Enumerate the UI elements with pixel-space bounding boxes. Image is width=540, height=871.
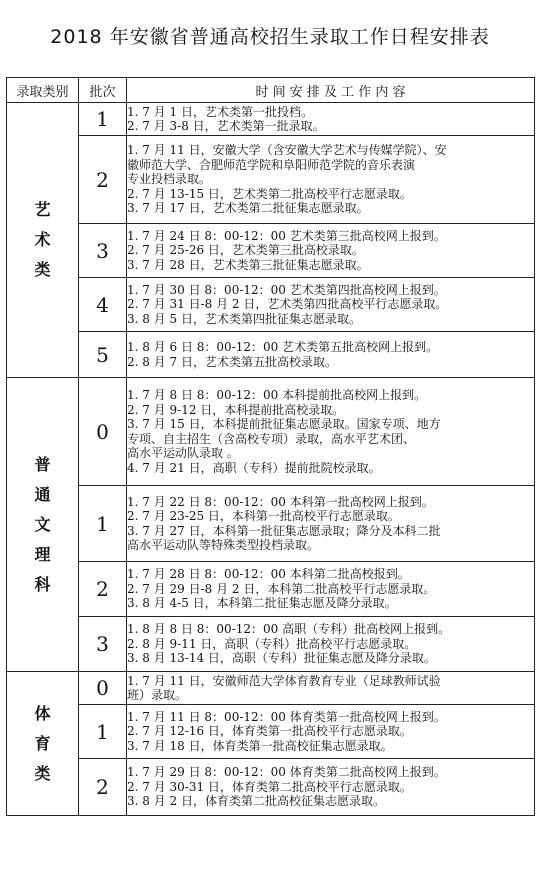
category-char: 通	[34, 484, 51, 504]
batch-cell: 0	[79, 672, 127, 705]
content-line: 1. 7 月 11 日，安徽师范大学体育教育专业（足球教师试验	[127, 673, 441, 688]
content-cell	[127, 332, 535, 378]
content-line: 3. 7 月 28 日，艺术类第三批征集志愿录取。	[127, 257, 369, 272]
category-char: 体	[34, 703, 51, 723]
content-cell	[127, 759, 535, 816]
table-row	[7, 562, 535, 617]
content-line: 3. 7 月 27 日，本科第一批征集志愿录取；降分及本科二批	[127, 523, 441, 538]
content-line: 3. 7 月 18 日，体育类第一批高校征集志愿录取。	[127, 738, 393, 753]
content-line: 1. 7 月 22 日 8：00-12：00 本科第一批高校网上报到。	[127, 494, 434, 509]
content-line: 1. 7 月 11 日 8：00-12：00 体育类第一批高校网上报到。	[127, 709, 446, 724]
table-row	[7, 278, 535, 332]
content-line: 1. 7 月 11 日，安徽大学（含安徽大学艺术与传媒学院）、安	[127, 143, 447, 158]
batch-cell: 3	[79, 224, 127, 278]
content-line: 班）录取。	[127, 688, 188, 702]
content-line: 高水平运动队录取 。	[127, 446, 239, 460]
batch-cell: 4	[79, 278, 127, 332]
batch-cell: 5	[79, 332, 127, 378]
content-line: 1. 7 月 1 日，艺术类第一批投档。	[127, 104, 313, 119]
table-header-row	[7, 78, 535, 103]
content-cell	[127, 486, 535, 562]
content-line: 3. 8 月 5 日，艺术类第四批征集志愿录取。	[127, 311, 361, 326]
content-cell	[127, 617, 535, 672]
content-line: 徽师范大学、合肥师范学院和阜阳师范学院的音乐表演	[127, 157, 416, 172]
content-line: 2. 7 月 25-26 日，艺术类第三批高校录取。	[127, 243, 364, 258]
content-line: 1. 7 月 28 日 8：00-12：00 本科第二批高校报到。	[127, 567, 410, 582]
category-cell	[7, 378, 79, 672]
header-category: 录取类别	[7, 78, 79, 103]
content-cell	[127, 705, 535, 759]
content-line: 1. 7 月 24 日 8：00-12：00 艺术类第三批高校网上报到。	[127, 228, 446, 243]
content-line: 4. 7 月 21 日，高职（专科）提前批院校录取。	[127, 460, 381, 475]
batch-cell: 2	[79, 136, 127, 224]
page-title: 2018 年安徽省普通高校招生录取工作日程安排表	[50, 26, 490, 48]
content-cell	[127, 136, 535, 224]
category-cell	[7, 103, 79, 378]
content-line: 3. 7 月 17 日，艺术类第二批征集志愿录取。	[127, 201, 369, 216]
content-line: 1. 8 月 6 日 8：00-12：00 艺术类第五批高校网上报到。	[127, 340, 439, 354]
category-char: 类	[34, 260, 51, 279]
category-char: 艺	[34, 200, 51, 219]
content-line: 2. 7 月 31 日-8 月 2 日，艺术类第四批高校平行志愿录取。	[127, 297, 448, 312]
content-cell	[127, 562, 535, 617]
batch-cell: 0	[79, 378, 127, 486]
content-cell	[127, 672, 535, 705]
table-row	[7, 759, 535, 816]
content-line: 专项、自主招生（含高校专项）录取，高水平艺术团、	[127, 431, 416, 446]
table-body	[7, 103, 535, 816]
header-batch: 批次	[79, 78, 127, 103]
table-row	[7, 136, 535, 224]
category-char: 育	[34, 733, 51, 753]
table-row	[7, 617, 535, 672]
batch-cell: 2	[79, 759, 127, 816]
table-row	[7, 486, 535, 562]
content-cell	[127, 224, 535, 278]
content-line: 1. 8 月 8 日 8：00-12：00 高职（专科）批高校网上报到。	[127, 622, 451, 637]
content-line: 2. 8 月 7 日，艺术类第五批高校录取。	[127, 354, 337, 369]
table-row	[7, 224, 535, 278]
header-content: 时 间 安 排 及 工 作 内 容	[127, 78, 535, 103]
category-char: 类	[34, 763, 51, 783]
category-char: 理	[34, 544, 51, 564]
content-line: 2. 7 月 23-25 日，本科第一批高校平行志愿录取。	[127, 509, 400, 523]
content-line: 1. 7 月 29 日 8：00-12：00 体育类第二批高校网上报到。	[127, 765, 446, 780]
content-line: 1. 7 月 8 日 8：00-12：00 本科提前批高校网上报到。	[127, 388, 427, 402]
category-cell	[7, 672, 79, 816]
content-line: 2. 7 月 29 日-8 月 2 日，本科第二批高校平行志愿录取。	[127, 581, 436, 596]
category-char: 科	[34, 574, 51, 594]
table-row	[7, 378, 535, 486]
table-row	[7, 705, 535, 759]
table-row	[7, 103, 535, 136]
content-line: 2. 7 月 13-15 日，艺术类第二批高校平行志愿录取。	[127, 186, 412, 201]
content-line: 高水平运动队等特殊类型投档录取。	[127, 538, 320, 552]
category-char: 文	[34, 514, 51, 534]
batch-cell: 2	[79, 562, 127, 617]
content-line: 3. 8 月 13-14 日，高职（专科）批征集志愿及降分录取。	[127, 651, 436, 666]
batch-cell: 3	[79, 617, 127, 672]
table-row	[7, 332, 535, 378]
content-cell	[127, 278, 535, 332]
content-line: 2. 8 月 9-11 日，高职（专科）批高校平行志愿录取。	[127, 636, 417, 651]
content-line: 3. 8 月 2 日，体育类第二批高校征集志愿录取。	[127, 794, 385, 809]
content-line: 2. 7 月 3-8 日，艺术类第一批录取。	[127, 119, 325, 133]
batch-cell: 1	[79, 103, 127, 136]
content-line: 2. 7 月 9-12 日，本科提前批高校录取。	[127, 402, 345, 417]
content-line: 1. 7 月 30 日 8：00-12：00 艺术类第四批高校网上报到。	[127, 282, 446, 297]
table-row	[7, 672, 535, 705]
content-line: 2. 7 月 30-31 日，体育类第二批高校平行志愿录取。	[127, 779, 412, 794]
content-cell	[127, 103, 535, 136]
batch-cell: 1	[79, 705, 127, 759]
content-line: 3. 8 月 4-5 日，本科第二批征集志愿及降分录取。	[127, 596, 397, 611]
batch-cell: 1	[79, 486, 127, 562]
category-char: 术	[34, 230, 51, 249]
category-char: 普	[34, 454, 51, 474]
schedule-table	[6, 77, 535, 816]
content-line: 专业投档录取。	[127, 172, 212, 187]
content-line: 3. 7 月 15 日，本科提前批征集志愿录取。国家专项、地方	[127, 417, 441, 431]
content-cell	[127, 378, 535, 486]
content-line: 2. 7 月 12-16 日，体育类第一批高校平行志愿录取。	[127, 724, 412, 739]
